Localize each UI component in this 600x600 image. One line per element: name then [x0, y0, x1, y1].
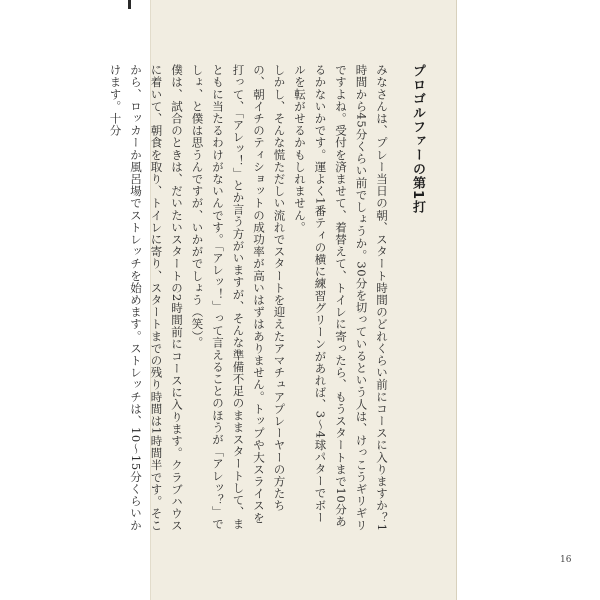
- paragraph: みなさんは、プレー当日の朝、スタート時間のどれくらい前にコースに入りますか？1時間から45分くらい前でしょうか。30分を切っているという人は、けっこうギリギリですよね。受付を済ませて、着替えて、トイレに寄ったら、もうスタートまで10分あるかないかです。運よく1番ティの横に練習グリーンがあれば、3～4球パターでボールを転がせるかもしれません。: [293, 64, 389, 532]
- body-text: [108, 64, 392, 534]
- page-edge-mark: [128, 0, 131, 9]
- paragraph: 僕は、試合のときは、だいたいスタートの2時間前にコースに入ります。クラブハウスに着いて、朝食を取り、トイレに寄り、スタートまでの残り時間は1時間半です。そこから、ロッカーか風呂場でストレッチを始めます。ストレッチは、10～15分くらいかけます。十分: [108, 64, 184, 532]
- page-number: 16: [560, 555, 572, 565]
- section-heading: プロゴルファーの第1打: [410, 64, 425, 215]
- paragraph: しかし、そんな慌ただしい流れでスタートを迎えたアマチュアプレーヤーの方たちの、朝イチのティショットの成功率が高いはずはありません。トップや大スライスを打って、「アレッ！」とか言う方がいますが、そんな準備不足のままスタートして、まともに当たるわけがないんです。「アレッ！」って言えることのほうが「アレッ？」でしょ、と僕は思うんですが、いかがでしょう（笑）。: [190, 64, 287, 531]
